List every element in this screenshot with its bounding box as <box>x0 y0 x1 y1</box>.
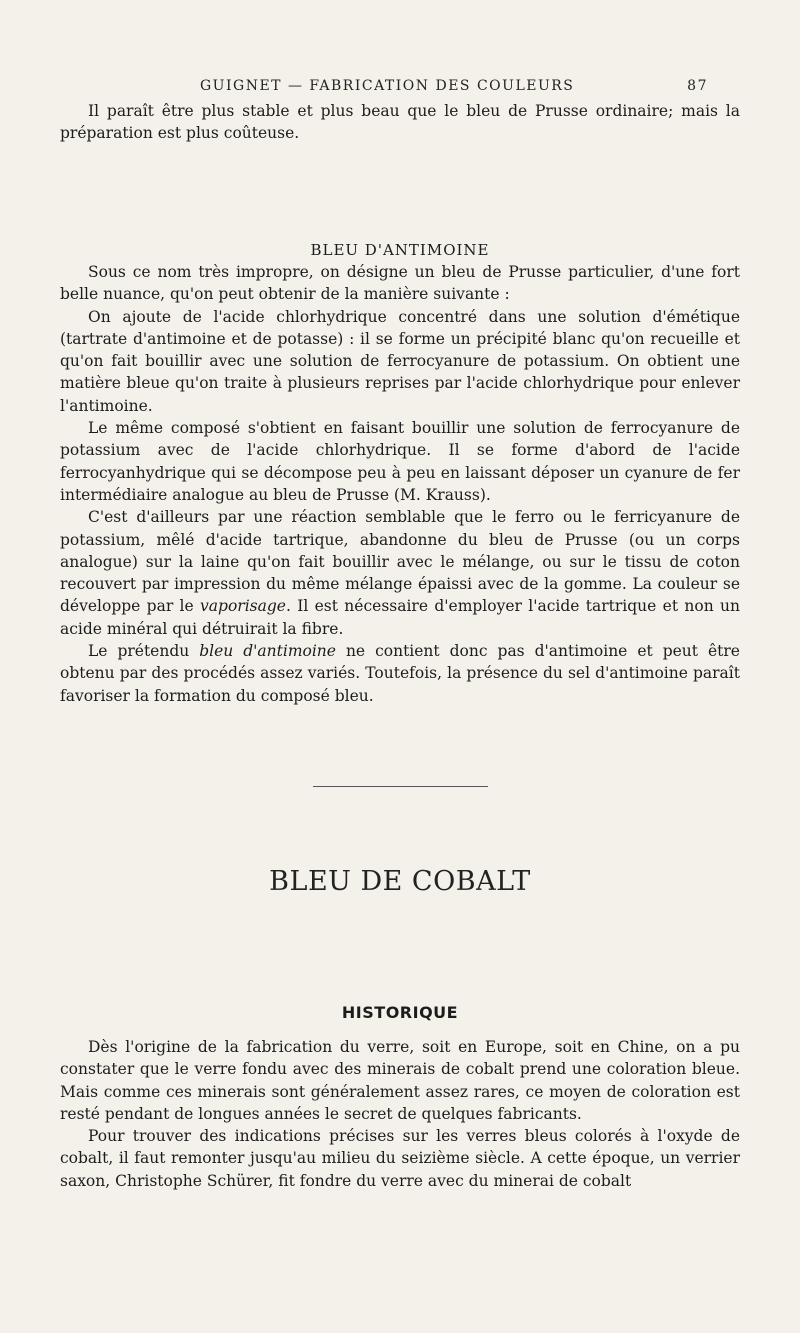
paragraph: On ajoute de l'acide chlorhydrique concentré dans une solution d'émétique (tartrate d'antimoine et de potasse) : il se forme un précipité blanc qu'on recueille et qu'on fait bouillir avec une solution de ferrocyanure de potassium. On obtient une matière bleue qu'on traite à plusieurs reprises par l'acide chlorhydrique pour enlever l'antimoine. <box>60 307 740 415</box>
paragraph: Pour trouver des indications précises sur les verres bleus colorés à l'oxyde de cobalt, il faut remonter jusqu'au milieu du seizième siècle. A cette époque, un verrier saxon, Christophe Schürer, fit fondre du verre avec du minerai de cobalt <box>60 1127 740 1190</box>
text-run: ne contient donc pas d'antimoine et peut être obtenu par des procédés assez variés. Toutefois, la présence du sel d'antimoine paraît favoriser la formation du composé bleu. <box>60 642 740 705</box>
intro-section <box>60 100 740 145</box>
paragraph <box>60 640 740 707</box>
paragraph <box>60 506 740 640</box>
chapter-title: BLEU DE COBALT <box>269 866 531 897</box>
page-number: 87 <box>687 78 708 94</box>
text-run: . Il est nécessaire d'employer l'acide tartrique et non un acide minéral qui détruirait la fibre. <box>60 597 740 638</box>
emphasis: vaporisage <box>200 597 286 616</box>
section-heading-antimoine: BLEU D'ANTIMOINE <box>310 241 490 259</box>
cobalt-section <box>60 1036 740 1192</box>
text-run: Le prétendu <box>88 642 200 661</box>
antimoine-section <box>60 261 740 707</box>
subsection-heading: HISTORIQUE <box>341 1003 459 1022</box>
page-header <box>200 78 708 94</box>
paragraph: Sous ce nom très impropre, on désigne un bleu de Prusse particulier, d'une fort belle nuance, qu'on peut obtenir de la manière suivante : <box>60 263 740 304</box>
text-run: C'est d'ailleurs par une réaction semblable que le ferro ou le ferricyanure de potassium, mêlé d'acide tartrique, abandonne du bleu de Prusse (ou un corps analogue) sur la laine qu'on fait bouillir avec le mélange, ou sur le tissu de coton recouvert par impression du même mélange épaissi avec de la gomme. La couleur se développe par le <box>60 508 740 616</box>
section-divider <box>313 786 488 787</box>
paragraph: Il paraît être plus stable et plus beau que le bleu de Prusse ordinaire; mais la préparation est plus coûteuse. <box>60 102 740 143</box>
emphasis: bleu d'antimoine <box>199 642 336 661</box>
paragraph: Le même composé s'obtient en faisant bouillir une solution de ferrocyanure de potassium avec de l'acide chlorhydrique. Il se forme d'abord de l'acide ferrocyanhydrique qui se décompose peu à peu en laissant déposer un cyanure de fer intermédiaire analogue au bleu de Prusse (M. Krauss). <box>60 419 740 504</box>
running-head: GUIGNET — FABRICATION DES COULEURS <box>200 78 575 94</box>
paragraph: Dès l'origine de la fabrication du verre, soit en Europe, soit en Chine, on a pu constater que le verre fondu avec des minerais de cobalt prend une coloration bleue. Mais comme ces minerais sont généralement assez rares, ce moyen de coloration est resté pendant de longues années le secret de quelques fabricants. <box>60 1038 740 1123</box>
